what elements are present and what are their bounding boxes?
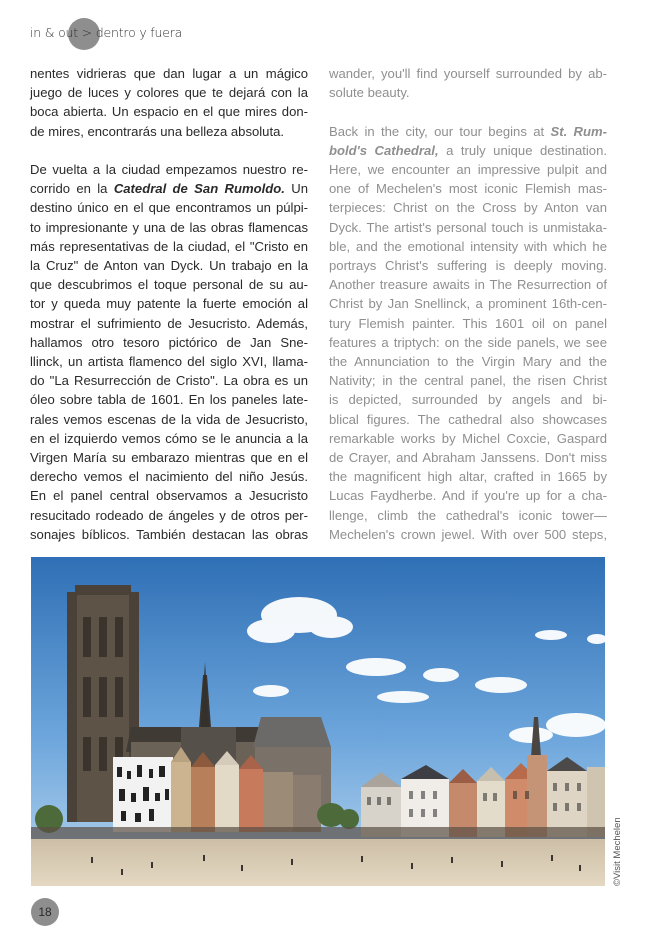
mechelen-square-photo bbox=[31, 557, 605, 886]
text-line: Lucas Faydherbe. And if you're up for a cha- bbox=[329, 488, 607, 504]
text-line: rales vemos escenas de la vida de Jesucristo, bbox=[30, 411, 308, 427]
cityscape-illustration bbox=[31, 557, 605, 886]
text-line: Another treasure awaits in The Resurrection of bbox=[329, 277, 607, 293]
text-run: corrido en la bbox=[30, 181, 114, 197]
text-line: solute beauty. bbox=[329, 85, 410, 101]
text-line: en el izquierdo vemos cómo se le anuncia a la bbox=[30, 430, 308, 446]
text-line: En el panel central observamos a Jesucristo bbox=[30, 488, 308, 504]
text-line: de Crayer, and Abraham Janssens. Don't miss bbox=[329, 450, 607, 466]
text-line: más representativas de la ciudad, el "Cristo en bbox=[30, 238, 308, 254]
text-line: boca abierta. Un espacio en el que mires don- bbox=[30, 104, 308, 120]
text-line: destino único en el que encontramos un púlpi- bbox=[30, 200, 308, 216]
text-line: que descubrimos el toque personal de su au- bbox=[30, 277, 308, 293]
text-line: the Annunciation to the Virgin Mary and the bbox=[329, 354, 607, 370]
text-line: do "La Resurrección de Cristo". La obra es un bbox=[30, 373, 308, 389]
english-paragraph-1 bbox=[329, 64, 607, 102]
text-line: Dyck. The artist's personal touch is unmistaka- bbox=[329, 219, 607, 235]
text-line: Virgen María su embarazo mientras que en el bbox=[30, 450, 308, 466]
text-line: sonajes bíblicos. También destacan las obras bbox=[30, 526, 308, 542]
text-line: de mires, encontrarás una belleza absoluta. bbox=[30, 123, 285, 139]
text-line: wander, you'll find yourself surrounded by ab- bbox=[329, 66, 607, 81]
text-line: mostrar el sufrimiento de Jesucristo. Además, bbox=[30, 315, 308, 331]
spanish-text-column bbox=[30, 64, 308, 563]
text-line: óleo sobre tabla de 1601. En los paneles late- bbox=[30, 392, 308, 408]
text-line: Nativity; in the central panel, the risen Christ bbox=[329, 373, 607, 389]
text-line: Christ by Jan Snellinck, a prominent 16th-cen- bbox=[329, 296, 607, 312]
cathedral-name-es: Catedral de San Rumoldo. bbox=[113, 181, 285, 197]
text-line: hallamos otro tesoro pictórico de Jan Sne- bbox=[30, 334, 308, 350]
text-line: one of Mechelen's most iconic Flemish mas- bbox=[329, 181, 607, 197]
text-run: a truly unique destination. bbox=[438, 142, 607, 158]
text-line bbox=[30, 179, 308, 198]
text-line: the magnificent high altar, crafted in 1665 by bbox=[329, 469, 607, 485]
text-line: Mechelen's crown jewel. With over 500 steps, bbox=[329, 526, 607, 542]
text-line: Here, we encounter an impressive pulpit and bbox=[329, 162, 607, 177]
section-title: in & out > dentro y fuera bbox=[30, 25, 183, 40]
text-run: Un bbox=[284, 181, 308, 197]
page-number: 18 bbox=[31, 898, 59, 926]
text-line: to impresionante y una de las obras flamencas bbox=[30, 219, 308, 235]
text-line: features a triptych: on the side panels, we see bbox=[329, 334, 607, 350]
text-line: De vuelta a la ciudad empezamos nuestro re- bbox=[30, 162, 308, 177]
text-line bbox=[329, 122, 607, 141]
text-line: derecho vemos el nacimiento del niño Jesús. bbox=[30, 469, 308, 485]
text-line: remarkable works by Michel Coxcie, Gaspard bbox=[329, 430, 607, 446]
english-text-column bbox=[329, 64, 607, 563]
text-line: la Cruz" de Anton van Dyck. Un trabajo en la bbox=[30, 258, 308, 274]
text-line: ble, and the emotional intensity with which he bbox=[329, 238, 607, 254]
text-run: Back in the city, our tour begins at bbox=[329, 123, 551, 139]
cathedral-name-en-part1: St. Rum- bbox=[550, 123, 608, 139]
text-line: blical figures. The cathedral also showcases bbox=[329, 411, 607, 427]
text-line: llinck, un artista flamenco del siglo XVI, llama- bbox=[30, 354, 308, 370]
text-line: juego de luces y colores que te dejará con la bbox=[30, 85, 308, 101]
cathedral-name-en-part2: bold's Cathedral, bbox=[329, 142, 439, 158]
text-line: llenge, climb the cathedral's iconic tower— bbox=[329, 507, 607, 523]
text-line: tury Flemish painter. This 1601 oil on panel bbox=[329, 315, 607, 331]
photo-credit: ©Visit Mechelen bbox=[612, 817, 623, 886]
english-paragraph-2 bbox=[329, 122, 607, 544]
text-line: is depicted, surrounded by angels and bi- bbox=[329, 392, 607, 408]
text-line: tor y queda muy patente la fuerte emoción al bbox=[30, 296, 308, 312]
spanish-paragraph-1 bbox=[30, 64, 308, 141]
text-line: resucitado rodeado de ángeles y de otros per- bbox=[30, 507, 308, 523]
text-line: portrays Christ's suffering is deeply moving. bbox=[329, 258, 607, 274]
text-line: terpieces: Christ on the Cross by Anton van bbox=[329, 200, 607, 216]
spanish-paragraph-2 bbox=[30, 160, 308, 544]
text-line: nentes vidrieras que dan lugar a un mágico bbox=[30, 66, 308, 81]
text-line bbox=[329, 141, 607, 160]
